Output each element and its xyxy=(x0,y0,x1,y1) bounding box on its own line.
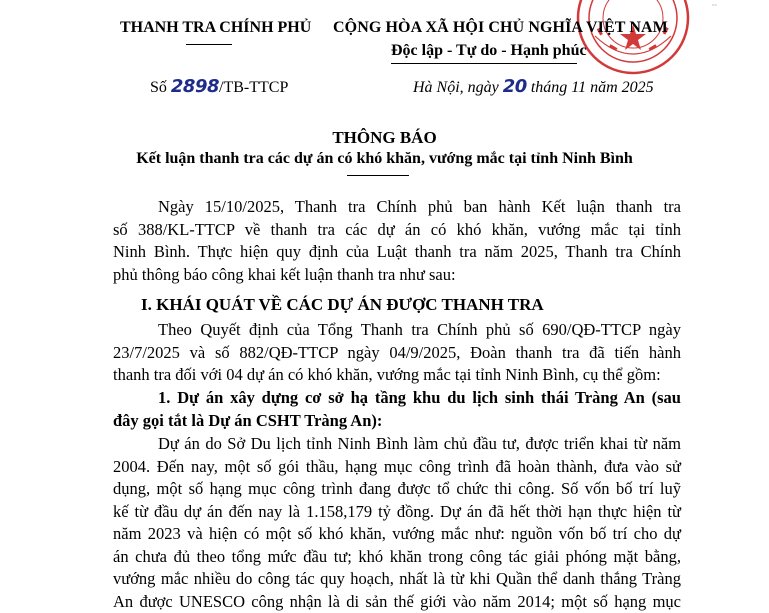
section1-paragraph xyxy=(113,319,681,387)
item1-line: năm 2023 và hiện có một số khó khăn, vướng mắc như: nguồn vốn bố trí cho dự xyxy=(113,523,681,546)
item1-heading-line: 1. Dự án xây dựng cơ sở hạ tầng khu du lịch sinh thái Tràng An (sau xyxy=(113,387,681,410)
motto-underline xyxy=(391,63,577,64)
issue-date xyxy=(413,76,654,97)
item1-heading xyxy=(113,387,681,432)
document-number xyxy=(150,76,288,97)
intro-line: phủ thông báo công khai kết luận thanh tra như sau: xyxy=(113,264,681,287)
doc-no-handwritten: 2898 xyxy=(171,76,219,97)
item1-line: dụng, một số hạng mục công trình đang được tổ chức thi công. Số vốn bố trí luỹ xyxy=(113,478,681,501)
section-heading: I. KHÁI QUÁT VỀ CÁC DỰ ÁN ĐƯỢC THANH TRA xyxy=(141,295,544,315)
item1-line: án chưa đủ theo tổng mức đầu tư; khó khăn trong công tác giải phóng mặt bằng, xyxy=(113,546,681,569)
intro-line: Ngày 15/10/2025, Thanh tra Chính phủ ban hành Kết luận thanh tra xyxy=(113,196,681,219)
subtitle-underline xyxy=(347,175,409,176)
doc-no-prefix: Số xyxy=(150,79,171,96)
intro-line: số 388/KL-TTCP về thanh tra các dự án có khó khăn, vướng mắc tại tỉnh xyxy=(113,219,681,242)
issuing-agency: THANH TRA CHÍNH PHỦ xyxy=(120,19,311,37)
section1-line: thanh tra đối với 04 dự án có khó khăn, vướng mắc tại tỉnh Ninh Bình, cụ thể gồm: xyxy=(113,364,681,387)
item1-line: 2004. Đến nay, một số gói thầu, hạng mục công trình đã hoàn thành, đưa vào sử xyxy=(113,456,681,479)
item1-paragraph xyxy=(113,433,681,613)
item1-line: kế từ đầu dự án đến nay là 1.158,179 tỷ đồng. Dự án đã hết thời hạn thực hiện từ xyxy=(113,501,681,524)
item1-heading-line: đây gọi tắt là Dự án CSHT Tràng An): xyxy=(113,410,681,433)
official-seal-stamp xyxy=(575,0,691,76)
date-suffix: tháng 11 năm 2025 xyxy=(527,79,654,96)
document-title: THÔNG BÁO xyxy=(0,128,769,148)
section1-line: Theo Quyết định của Tổng Thanh tra Chính phủ số 690/QĐ-TTCP ngày xyxy=(113,319,681,342)
national-motto: Độc lập - Tự do - Hạnh phúc xyxy=(391,42,587,60)
item1-line: An được UNESCO công nhận là di sản thế giới vào năm 2014; một số hạng mục xyxy=(113,591,681,613)
corner-mark: ᵛⁿ xyxy=(712,3,717,10)
document-subtitle: Kết luận thanh tra các dự án có khó khăn, vướng mắc tại tỉnh Ninh Bình xyxy=(0,150,769,168)
item1-line: Dự án do Sở Du lịch tỉnh Ninh Bình làm chủ đầu tư, được triển khai từ năm xyxy=(113,433,681,456)
section1-line: 23/7/2025 và số 882/QĐ-TTCP ngày 04/9/2025, Đoàn thanh tra đã tiến hành xyxy=(113,342,681,365)
doc-no-suffix: /TB-TTCP xyxy=(219,79,288,96)
national-title: CỘNG HÒA XÃ HỘI CHỦ NGHĨA VIỆT NAM xyxy=(333,19,668,37)
intro-paragraph xyxy=(113,196,681,286)
intro-line: Ninh Bình. Thực hiện quy định của Luật thanh tra năm 2025, Thanh tra Chính xyxy=(113,241,681,264)
agency-underline xyxy=(186,44,232,45)
item1-line: vướng mắc nhiều do công tác quy hoạch, nhất là từ khi Quần thể danh thắng Tràng xyxy=(113,568,681,591)
date-day-handwritten: 20 xyxy=(503,76,527,97)
date-prefix: Hà Nội, ngày xyxy=(413,79,503,96)
